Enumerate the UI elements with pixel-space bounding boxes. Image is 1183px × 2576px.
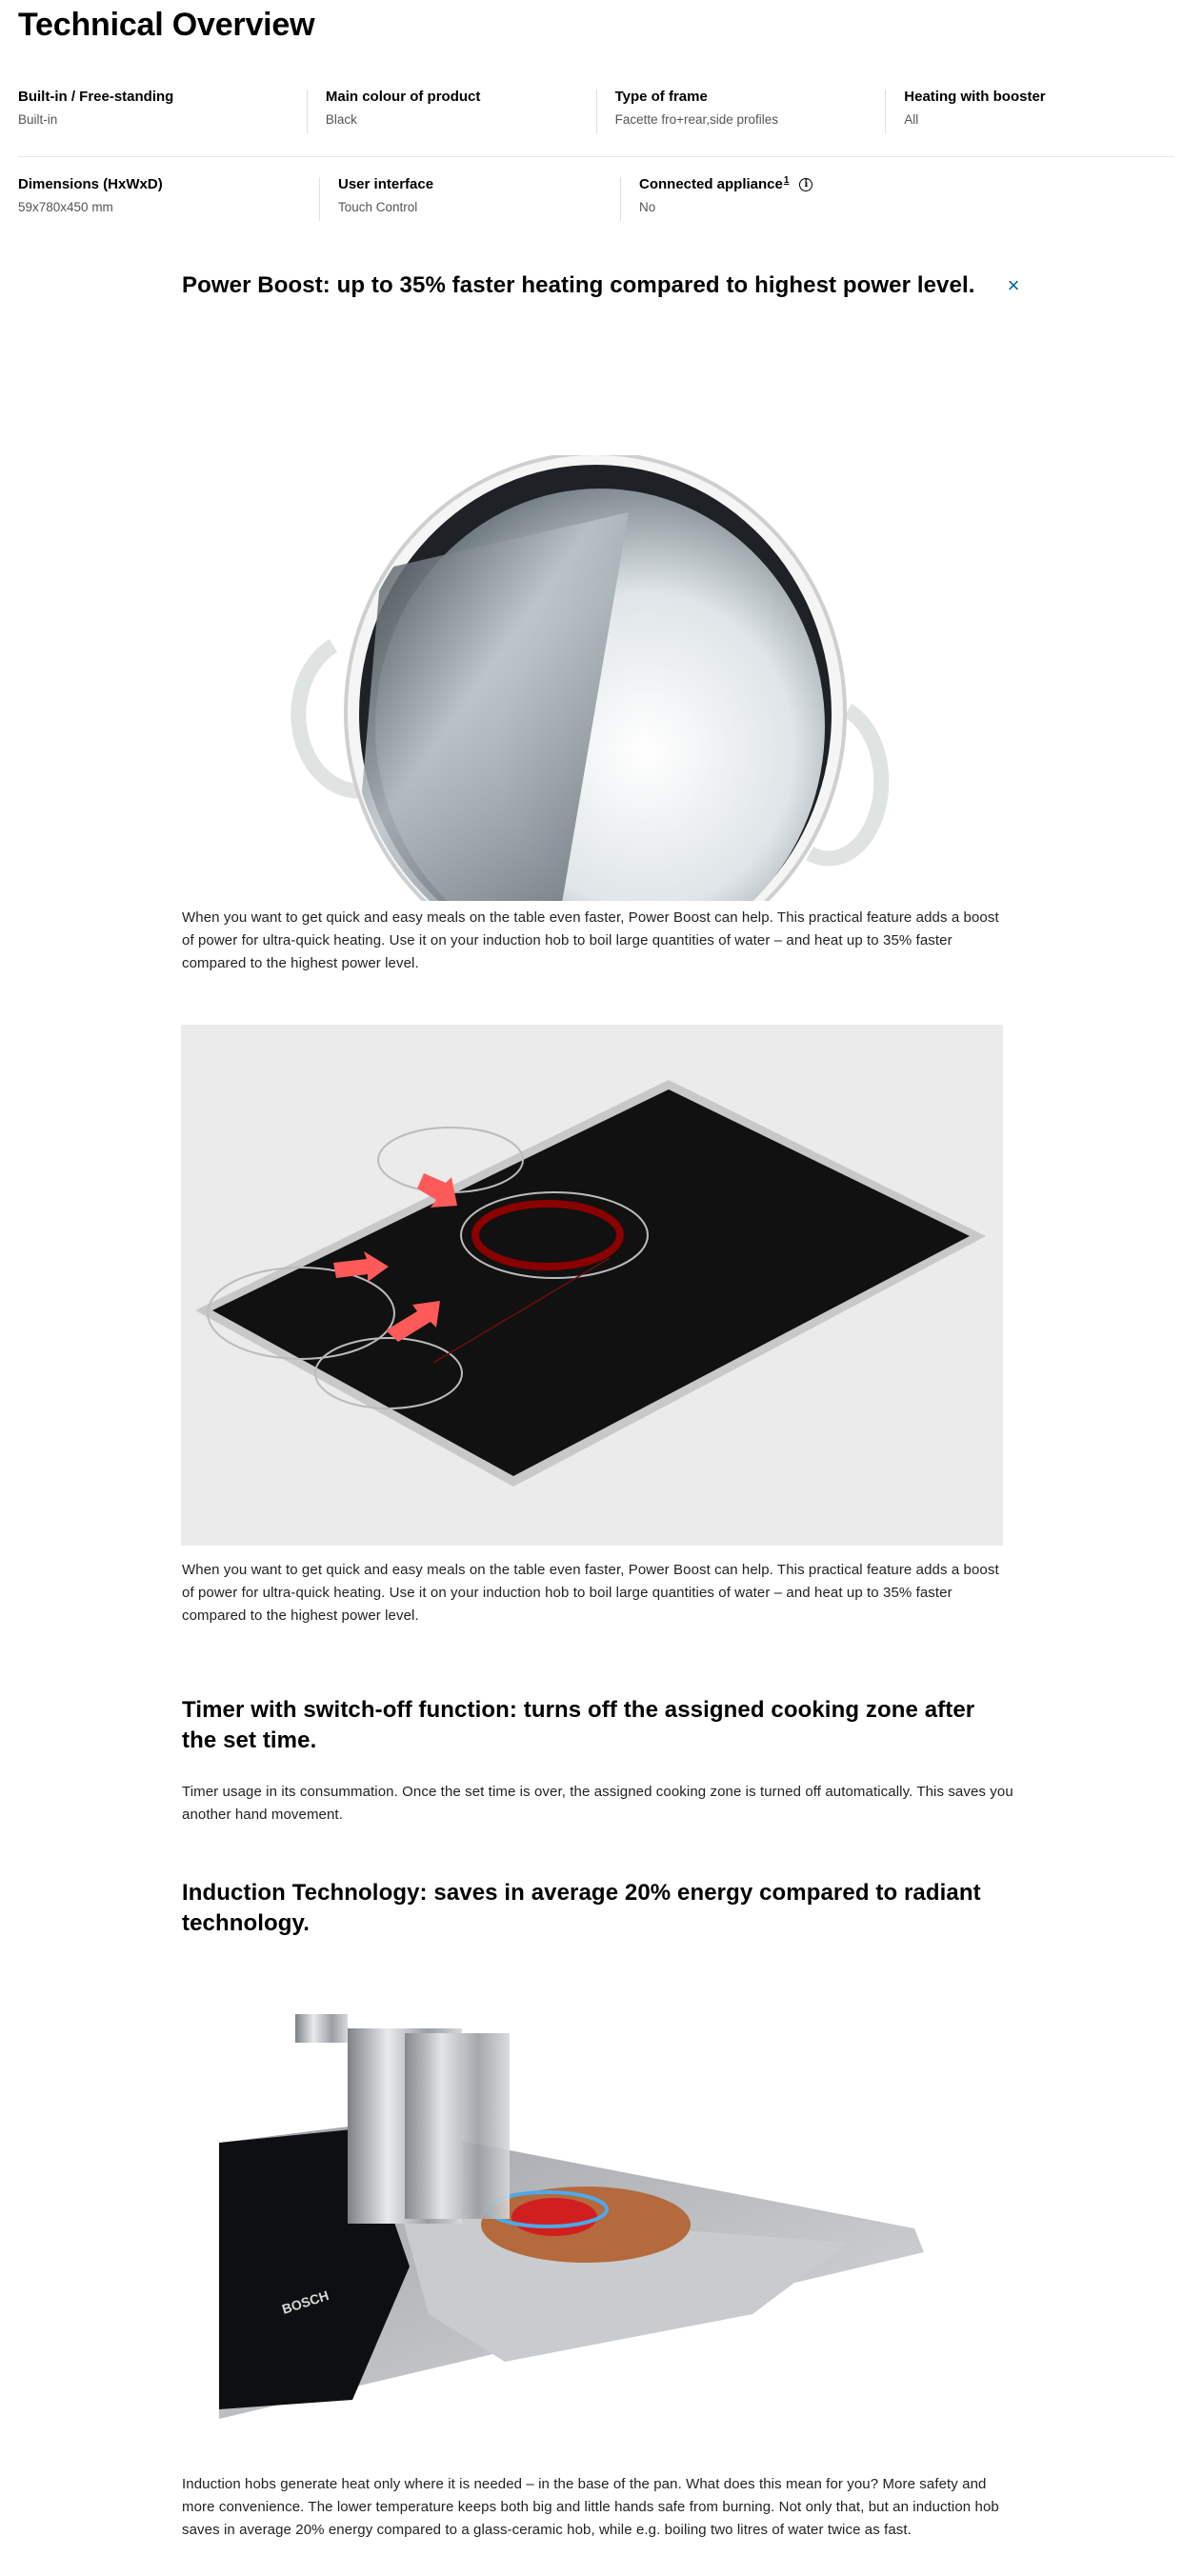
footnote-link[interactable]: 1: [783, 175, 790, 186]
timer-heading: Timer with switch-off function: turns off the assigned cooking zone after the set time.: [182, 1697, 975, 1753]
spec-row: [18, 88, 1174, 137]
close-icon[interactable]: ×: [1007, 273, 1020, 297]
spec-label: Built-in / Free-standing: [18, 89, 174, 105]
spec-label-text: Connected appliance: [639, 176, 783, 192]
timer-text-block: [182, 1781, 1014, 1827]
power-boost-pot-image: [267, 455, 924, 901]
spec-label: Dimensions (HxWxD): [18, 176, 163, 192]
spec-value: 59x780x450 mm: [18, 200, 113, 214]
induction-section: [182, 1878, 1014, 1939]
spec-label: Type of frame: [614, 89, 708, 105]
spec-grid: [18, 88, 1174, 225]
info-icon[interactable]: i: [799, 178, 812, 191]
spec-connected-appliance: [620, 175, 921, 225]
spec-value: Touch Control: [338, 200, 418, 214]
boiling-pot-illustration: [267, 455, 924, 901]
spec-type-of-frame: [596, 88, 886, 137]
spec-label: [639, 175, 921, 194]
spec-divider: [18, 156, 1174, 157]
spec-built-in: [18, 88, 307, 137]
induction-hob-cutaway-illustration: [219, 2000, 943, 2443]
hob-top-illustration: [181, 1025, 1003, 1546]
page-title: Technical Overview: [18, 7, 315, 43]
induction-text: Induction hobs generate heat only where it is needed – in the base of the pan. What does this mean for you? More safety and more convenience. The lower temperature keeps both big and little hands safe from burning. Not only that, but an induction hob saves in average 20% energy compared to a glass-ceramic hob, while e.g. boiling two litres of water twice as fast.: [182, 2476, 999, 2538]
induction-image: [219, 2000, 943, 2443]
spec-heating-booster: [885, 88, 1174, 137]
power-boost-section: [182, 270, 982, 301]
power-boost-text-2-block: [182, 1559, 1014, 1627]
timer-text: Timer usage in its consummation. Once the set time is over, the assigned cooking zone is turned off automatically. This saves you another hand movement.: [182, 1784, 1013, 1823]
power-boost-text-2: When you want to get quick and easy meals on the table even faster, Power Boost can help. This practical feature adds a boost of power for ultra-quick heating. Use it on your induction hob to boil large quantities of water – and heat up to 35% faster compared to the highest power level.: [182, 1562, 999, 1624]
induction-text-block: [182, 2473, 1014, 2542]
spec-label: Heating with booster: [904, 89, 1046, 105]
spec-label: User interface: [338, 176, 434, 192]
spec-main-colour: [307, 88, 596, 137]
power-boost-heading: Power Boost: up to 35% faster heating compared to highest power level.: [182, 272, 975, 298]
power-boost-hob-image: [181, 1025, 1003, 1546]
induction-heading: Induction Technology: saves in average 20% energy compared to radiant technology.: [182, 1880, 981, 1936]
spec-value: Black: [325, 112, 357, 127]
spec-value: No: [639, 200, 656, 214]
power-boost-text-1-block: [182, 907, 1014, 975]
spec-dimensions: [18, 175, 319, 225]
bosch-logo: BOSCH: [279, 2287, 331, 2317]
spec-value: All: [904, 112, 919, 127]
power-boost-text-1: When you want to get quick and easy meals on the table even faster, Power Boost can help. This practical feature adds a boost of power for ultra-quick heating. Use it on your induction hob to boil large quantities of water – and heat up to 35% faster compared to the highest power level.: [182, 909, 999, 971]
spec-user-interface: [319, 175, 620, 225]
timer-section: [182, 1695, 1014, 1756]
spec-row: [18, 175, 1174, 225]
spec-label: Main colour of product: [325, 89, 481, 105]
spec-value: Built-in: [18, 112, 58, 127]
spec-value: Facette fro+rear,side profiles: [614, 112, 779, 127]
